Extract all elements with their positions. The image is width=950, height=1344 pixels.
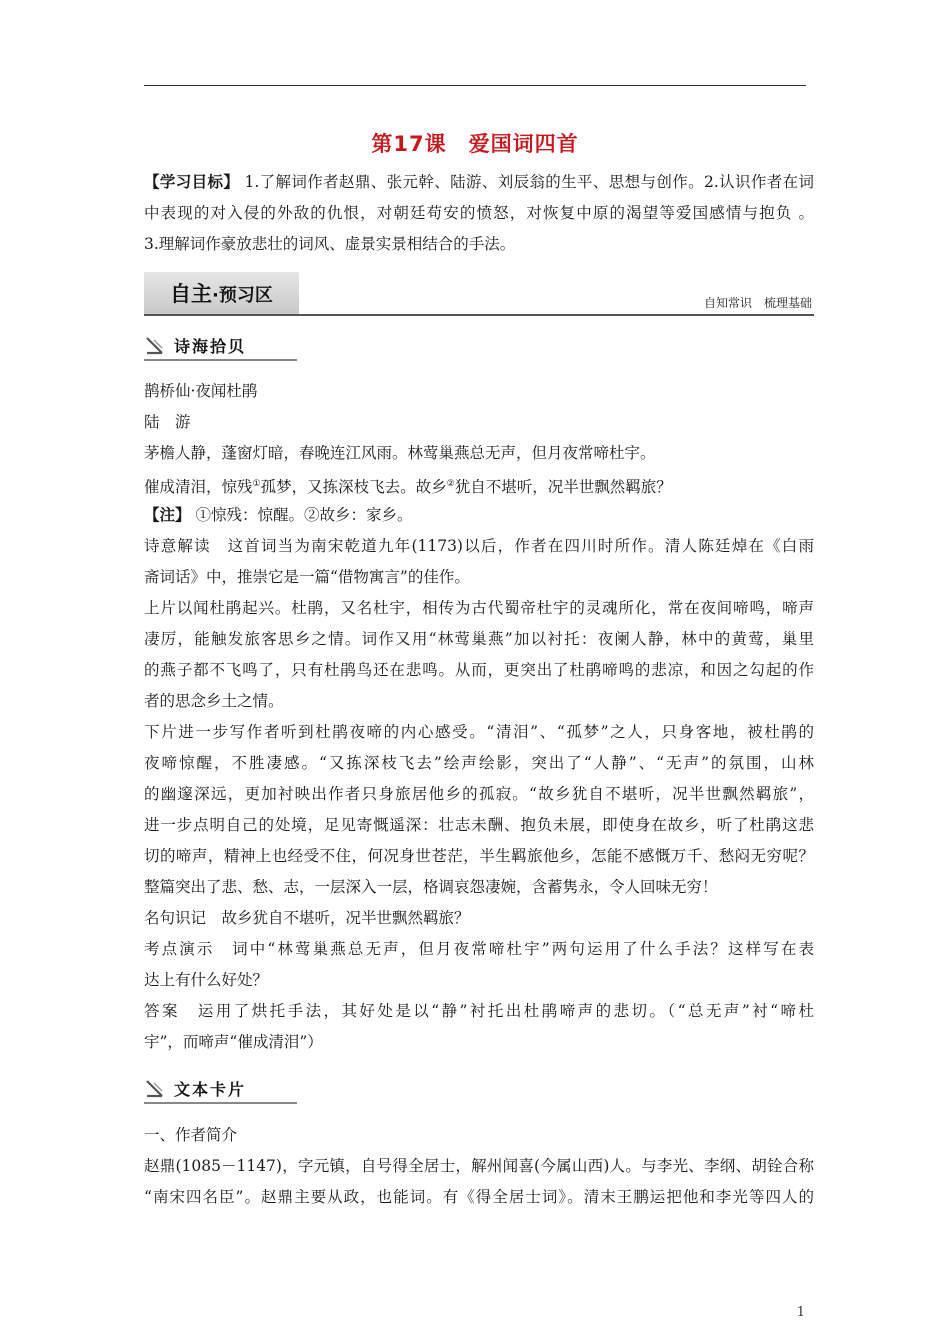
objective-line: 中表现的对入侵的外敌的仇恨，对朝廷苟安的愤怒，对恢复中原的渴望等爱国感情与抱负 。 [144,204,814,222]
text-line: 凄厉，能触发旅客思乡之情。词作又用“林莺巢燕”加以衬托：夜阑人静，林中的黄莺，巢里 [144,630,814,648]
poem-title: 鹊桥仙·夜闻杜鹃 [144,382,258,400]
text-line: 答案 运用了烘托手法，其好处是以“静”衬托出杜鹃啼声的悲切。（“总无声”衬“啼杜 [144,1002,814,1020]
text-line: 斋词话》中，推崇它是一篇“借物寓言”的佳作。 [144,568,470,586]
learning-objectives [144,167,814,260]
text-line: 的燕子都不飞鸣了，只有杜鹃鸟还在悲鸣。从而，更突出了杜鹃啼鸣的悲凉，和因之勾起的作 [144,661,814,679]
page-number: 1 [796,1305,805,1320]
poem-analysis-block [144,376,814,1058]
author-intro-block [144,1120,814,1213]
text-line: 下片进一步写作者听到杜鹃夜啼的内心感受。“清泪”、“孤梦”之人，只身客地，被杜鹃的 [144,723,814,741]
text-line: 考点演示 词中“林莺巢燕总无声，但月夜常啼杜宇”两句运用了什么手法？这样写在表 [144,940,814,958]
text-line: 者的思念乡土之情。 [144,692,284,710]
text-line: 宇”，而啼声“催成清泪”） [144,1033,323,1051]
poem-note: 【注】 ①惊残：惊醒。②故乡：家乡。 [144,506,413,524]
text-line: 诗意解读 这首词当为南宋乾道九年(1173)以后，作者在四川时所作。清人陈廷焯在《白雨 [144,537,814,555]
text-line: 名句识记 故乡犹自不堪听，况半世飘然羁旅？ [144,909,470,927]
subheading-poem-treasures: 诗海拾贝 [144,331,299,361]
diagonal-lines-icon [146,1080,164,1098]
section-title: 自主·预习区 [170,282,273,306]
text-line: “南宋四名臣”。赵鼎主要从政，也能词。有《得全居士词》。清末王鹏运把他和李光等四人的 [144,1188,814,1206]
objective-label: 【学习目标】 [144,173,240,191]
section-rule [144,314,814,316]
subheading-text-card: 文本卡片 [144,1074,299,1104]
poem-line: 催成清泪，惊残①孤梦，又拣深枝飞去。故乡②犹自不堪听，况半世飘然羁旅？ [144,478,672,497]
text-line: 切的啼声，精神上也经受不住，何况身世苍茫，半生羁旅他乡，怎能不感慨万千、愁闷无穷呢？ [144,847,814,865]
text-line: 夜啼惊醒，不胜凄感。“又拣深枝飞去”绘声绘影，突出了“人静”、“无声”的氛围，山林 [144,754,814,772]
objective-line: 【学习目标】 1.了解词作者赵鼎、张元幹、陆游、刘辰翁的生平、思想与创作。2.认识作者在词 [144,173,814,191]
poem-author: 陆 游 [144,413,191,431]
text-line: 达上有什么好处？ [144,971,269,989]
text-line: 的幽邃深远，更加衬映出作者只身旅居他乡的孤寂。“故乡犹自不堪听，况半世飘然羁旅”， [144,785,814,803]
header-rule [144,85,806,86]
intro-heading: 一、作者简介 [144,1126,238,1144]
poem-line: 茅檐人静，蓬窗灯暗，春晚连江风雨。林莺巢燕总无声，但月夜常啼杜宇。 [144,444,656,462]
objective-line: 3.理解词作豪放悲壮的词风、虚景实景相结合的手法。 [144,235,516,253]
text-line: 赵鼎(1085－1147)，字元镇，自号得全居士，解州闻喜(今属山西)人。与李光、李纲、胡铨合称 [144,1157,814,1175]
section-subtitle: 自知常识 梳理基础 [703,296,812,310]
section-header [144,272,814,317]
text-line: 进一步点明自己的处境，足见寄慨遥深：壮志未酬、抱负未展，即使身在故乡，听了杜鹃这悲 [144,816,814,834]
diagonal-lines-icon [146,337,164,355]
text-line: 整篇突出了悲、愁、志，一层深入一层，格调哀怨凄婉，含蓄隽永，令人回味无穷！ [144,878,718,896]
text-line: 上片以闻杜鹃起兴。杜鹃，又名杜宇，相传为古代蜀帝杜宇的灵魂所化，常在夜间啼鸣，啼声 [144,599,814,617]
lesson-title: 第17课 爱国词四首 [371,132,579,156]
